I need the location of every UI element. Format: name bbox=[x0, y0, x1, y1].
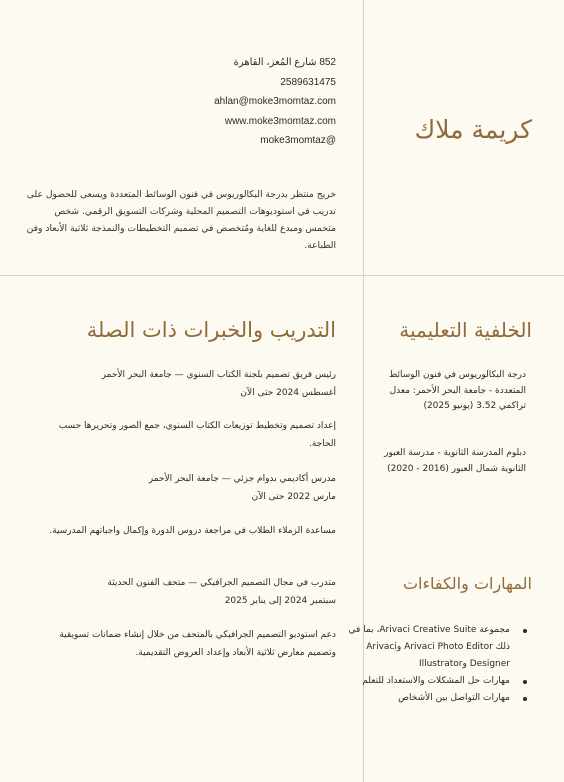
skill-text: مهارات التواصل بين الأشخاص bbox=[398, 693, 510, 703]
contact-social[interactable]: moke3momtaz@ bbox=[260, 135, 336, 146]
contact-info bbox=[180, 53, 336, 151]
contact-website[interactable]: www.moke3momtaz.com bbox=[224, 115, 336, 127]
skill-text: مجموعة Arivaci Creative Suite، بما في ذلك Arivaci Photo Editor وArivaci Designer وIllustrator bbox=[348, 625, 510, 669]
experience-description: دعم استوديو التصميم الجرافيكي بالمتحف من خلال إنشاء ضمانات تسويقية وتصميم معارض ثلاثية الأبعاد وإعداد العروض التقديمية. bbox=[59, 630, 336, 658]
skills-list bbox=[342, 622, 532, 707]
education-heading: الخلفية التعليمية bbox=[399, 318, 532, 342]
skills-heading: المهارات والكفاءات bbox=[402, 574, 532, 593]
bullet-icon bbox=[523, 629, 527, 633]
experience-role: متدرب في مجال التصميم الجرافيكي — متحف الفنون الحديثة bbox=[107, 578, 336, 588]
skill-item bbox=[342, 690, 532, 707]
experience-dates: مارس 2022 حتى الآن bbox=[251, 492, 336, 502]
experience-role: رئيس فريق تصميم بلجنة الكتاب السنوي — جامعة البحر الأحمر bbox=[101, 370, 336, 380]
bullet-icon bbox=[523, 680, 527, 684]
bullet-icon bbox=[523, 697, 527, 701]
experience-dates: سبتمبر 2024 إلى يناير 2025 bbox=[224, 596, 336, 606]
skill-item bbox=[342, 673, 532, 690]
skill-item bbox=[342, 622, 532, 673]
profile-summary: خريج منتظر بدرجة البكالوريوس في فنون الوسائط المتعددة ويسعى للحصول على تدريب في استوديوهات التصميم المحلية وشركات التسويق الرقمي. شخص متحمس ومبدع للغاية ومُتخصص في تصميم التخطيطات والنمذجة ثلاثية الأبعاد وفن الطباعة. bbox=[26, 189, 336, 251]
experience-description: مساعدة الزملاء الطلاب في مراجعة دروس الدورة وإكمال واجباتهم المدرسية. bbox=[49, 526, 336, 536]
experience-role: مدرس أكاديمي بدوام جزئي — جامعة البحر الأحمر bbox=[148, 474, 336, 484]
contact-phone: 2589631475 bbox=[280, 76, 336, 88]
experience-heading: التدريب والخبرات ذات الصلة bbox=[86, 318, 336, 342]
education-item: درجة البكالوريوس في فنون الوسائط المتعددة - جامعة البحر الأحمر: معدل تراكمي 3.52 (يونيو 2025) bbox=[388, 370, 526, 411]
experience-description: إعداد تصميم وتخطيط توزيعات الكتاب السنوي، جمع الصور وتحريرها حسب الحاجة. bbox=[58, 421, 336, 449]
contact-email[interactable]: ahlan@moke3momtaz.com bbox=[214, 96, 336, 107]
education-item: دبلوم المدرسة الثانوية - مدرسة العبور الثانوية شمال العبور (2016 - 2020) bbox=[384, 448, 526, 474]
skill-text: مهارات حل المشكلات والاستعداد للتعلم bbox=[362, 676, 510, 686]
experience-dates: أغسطس 2024 حتى الآن bbox=[240, 388, 336, 398]
applicant-name: كريمة ملاك bbox=[414, 115, 532, 144]
horizontal-divider bbox=[0, 275, 564, 276]
contact-address: 852 شارع المُعز، القاهرة bbox=[233, 57, 336, 68]
